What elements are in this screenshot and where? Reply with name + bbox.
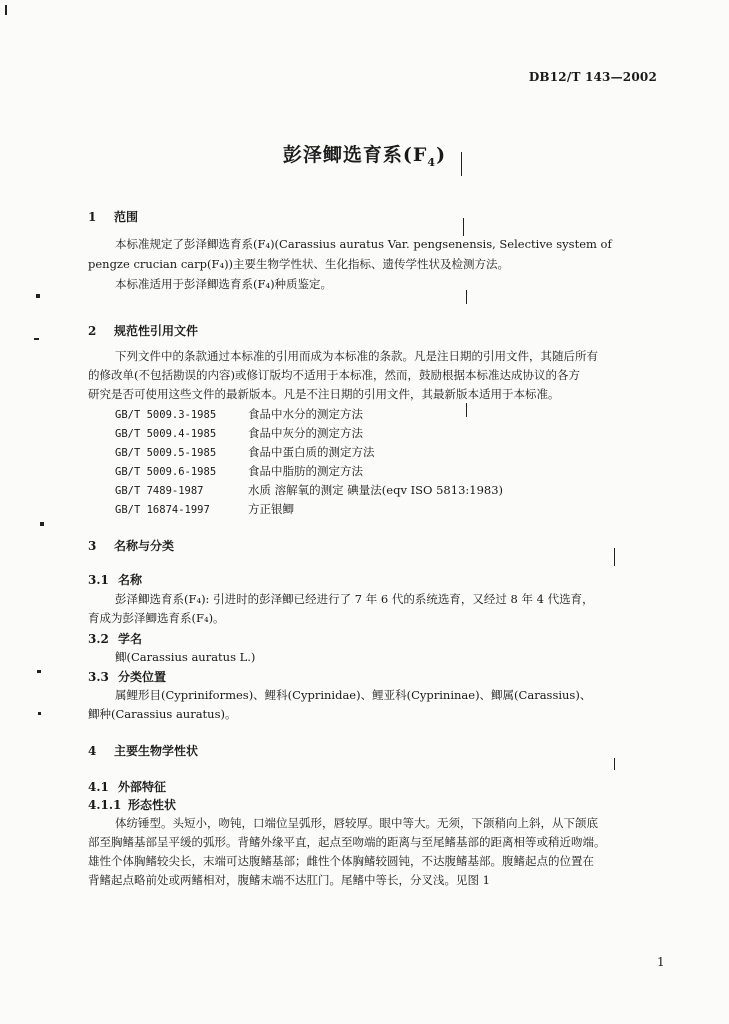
- scan-mark: [36, 294, 40, 298]
- section-number: 4: [88, 744, 97, 758]
- title-main: 彭泽鲫选育系(F: [282, 144, 428, 166]
- section-title: 分类位置: [118, 670, 167, 684]
- reference-title: 方正银鲫: [248, 502, 294, 516]
- section-number: 1: [88, 210, 97, 224]
- paragraph-line: 研究是否可使用这些文件的最新版本。凡是不注日期的引用文件，其最新版本适用于本标准。: [88, 387, 560, 401]
- paragraph-line: 育成为彭泽鲫选育系(F₄)。: [88, 611, 225, 625]
- section-2-heading: [88, 322, 198, 339]
- section-number: 3.3: [88, 670, 109, 684]
- reference-code: GB/T 16874-1997: [115, 504, 210, 516]
- title-close: ): [436, 144, 447, 166]
- subsection-3-3-heading: [88, 668, 166, 685]
- reference-item: [115, 501, 294, 517]
- subsection-3-2-heading: [88, 630, 142, 647]
- scan-mark: [38, 712, 41, 715]
- section-number: 4.1.1: [88, 798, 122, 812]
- paragraph-line: 背鳍起点略前处或两鳍相对，腹鳍末端不达肛门。尾鳍中等长，分叉浅。见图 1: [88, 873, 490, 887]
- scan-mark: [40, 522, 44, 526]
- page-number: 1: [657, 955, 665, 969]
- paragraph-line: 部至胸鳍基部呈平缓的弧形。背鳍外缘平直，起点至吻端的距离与至尾鳍基部的距离相等或稍近吻端。: [88, 835, 606, 849]
- section-title: 外部特征: [118, 780, 167, 794]
- reference-item: [115, 463, 363, 479]
- section-title: 范围: [114, 210, 139, 224]
- reference-code: GB/T 5009.6-1985: [115, 466, 217, 478]
- scan-mark: [614, 758, 615, 770]
- subsection-4-1-heading: [88, 778, 166, 795]
- title-subscript: 4: [427, 155, 437, 169]
- section-number: 3.2: [88, 632, 109, 646]
- scan-mark: [466, 403, 467, 417]
- paragraph-line: 体纺锤型。头短小，吻钝，口端位呈弧形，唇较厚。眼中等大。无须，下颌稍向上斜，从下颌底: [115, 816, 598, 830]
- section-title: 学名: [118, 632, 143, 646]
- section-title: 名称: [118, 573, 143, 587]
- section-title: 名称与分类: [114, 539, 175, 553]
- scan-mark: [614, 548, 615, 566]
- paragraph-line: 下列文件中的条款通过本标准的引用而成为本标准的条款。凡是注日期的引用文件，其随后所有: [115, 349, 598, 363]
- document-id: DB12/T 143—2002: [528, 70, 657, 84]
- reference-item: [115, 425, 363, 441]
- paragraph-line: 本标准规定了彭泽鲫选育系(F₄)(Carassius auratus Var. pengsenensis, Selective system of: [115, 237, 612, 251]
- subsection-4-1-1-heading: [88, 796, 176, 813]
- reference-code: GB/T 5009.3-1985: [115, 409, 217, 421]
- reference-code: GB/T 5009.5-1985: [115, 447, 217, 459]
- paragraph-line: 属鲤形目(Cypriniformes)、鲤科(Cyprinidae)、鲤亚科(Cyprininae)、鲫属(Carassius)、: [115, 688, 592, 702]
- section-title: 形态性状: [128, 798, 177, 812]
- section-1-heading: [88, 208, 138, 225]
- page-title: [0, 140, 729, 169]
- section-number: 3.1: [88, 573, 109, 587]
- paragraph-line: 雄性个体胸鳍较尖长，末端可达腹鳍基部；雌性个体胸鳍较圆钝，不达腹鳍基部。腹鳍起点的位置在: [88, 854, 594, 868]
- paragraph-line: 本标准适用于彭泽鲫选育系(F₄)种质鉴定。: [115, 277, 333, 291]
- section-number: 2: [88, 324, 97, 338]
- reference-title: 食品中灰分的测定方法: [248, 426, 363, 440]
- reference-title: 食品中脂肪的测定方法: [248, 464, 363, 478]
- scan-mark: [463, 218, 464, 236]
- reference-item: [115, 406, 363, 422]
- paragraph-line: 鲫种(Carassius auratus)。: [88, 707, 237, 721]
- reference-item: [115, 444, 375, 460]
- paragraph-line: 的修改单(不包括勘误的内容)或修订版均不适用于本标准，然而，鼓励根据本标准达成协议的各方: [88, 368, 580, 382]
- scan-mark: [5, 5, 7, 15]
- scan-mark: [34, 338, 39, 340]
- paragraph-line: 鲫(Carassius auratus L.): [115, 650, 256, 664]
- section-title: 主要生物学性状: [114, 744, 199, 758]
- reference-item: [115, 482, 503, 498]
- paragraph-line: pengze crucian carp(F₄))主要生物学性状、生化指标、遗传学性状及检测方法。: [88, 257, 510, 271]
- reference-title: 食品中水分的测定方法: [248, 407, 363, 421]
- reference-title: 水质 溶解氧的测定 碘量法(eqv ISO 5813:1983): [248, 483, 504, 497]
- paragraph-line: 彭泽鲫选育系(F₄): 引进时的彭泽鲫已经进行了 7 年 6 代的系统选育，又经过 8 年 4 代选育，: [115, 592, 594, 606]
- subsection-3-1-heading: [88, 571, 142, 588]
- reference-code: GB/T 5009.4-1985: [115, 428, 217, 440]
- section-title: 规范性引用文件: [114, 324, 199, 338]
- reference-title: 食品中蛋白质的测定方法: [248, 445, 375, 459]
- section-4-heading: [88, 742, 198, 759]
- section-number: 4.1: [88, 780, 109, 794]
- reference-code: GB/T 7489-1987: [115, 485, 204, 497]
- section-3-heading: [88, 537, 174, 554]
- scan-mark: [466, 290, 467, 304]
- scan-mark: [37, 670, 41, 673]
- section-number: 3: [88, 539, 97, 553]
